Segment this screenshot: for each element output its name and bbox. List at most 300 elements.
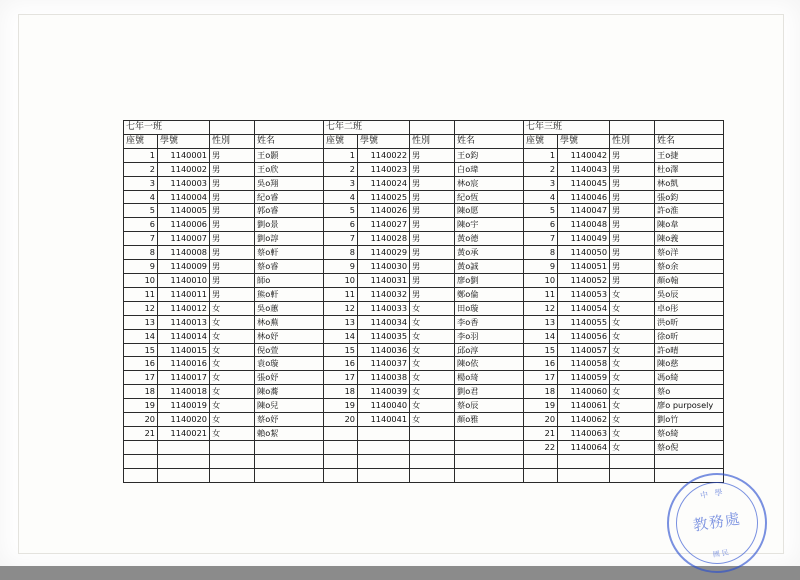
- seat-cell: 7: [324, 232, 358, 246]
- student-id-cell: 1140019: [158, 399, 210, 413]
- gender-cell: 女: [610, 301, 655, 315]
- student-id-cell: 1140046: [558, 190, 610, 204]
- name-cell: 蔡o軒: [255, 246, 324, 260]
- seat-cell: 21: [124, 426, 158, 440]
- table-row: [124, 329, 724, 343]
- student-id-cell: 1140040: [358, 399, 410, 413]
- student-id-cell: 1140024: [358, 176, 410, 190]
- table-row: [124, 426, 724, 440]
- seat-cell: 5: [524, 204, 558, 218]
- seat-cell: [524, 454, 558, 468]
- seat-cell: 16: [124, 357, 158, 371]
- gender-cell: 女: [410, 413, 455, 427]
- student-id-cell: 1140012: [158, 301, 210, 315]
- seat-cell: 6: [524, 218, 558, 232]
- name-cell: 吳o辰: [655, 287, 724, 301]
- name-cell: 顏o翰: [655, 273, 724, 287]
- seat-cell: 8: [524, 246, 558, 260]
- gender-cell: 男: [610, 176, 655, 190]
- seat-cell: 1: [124, 148, 158, 162]
- name-cell: 陳o蕎: [255, 385, 324, 399]
- class-header-spacer-2b: [455, 121, 524, 135]
- name-cell: [255, 440, 324, 454]
- name-cell: 陳o兒: [255, 399, 324, 413]
- student-id-cell: 1140005: [158, 204, 210, 218]
- seal-center-text: 教務處: [691, 509, 742, 535]
- student-id-cell: 1140062: [558, 413, 610, 427]
- name-cell: 蔡o余: [655, 260, 724, 274]
- student-id-cell: 1140058: [558, 357, 610, 371]
- gender-cell: 男: [410, 260, 455, 274]
- col-name-1: 姓名: [255, 134, 324, 148]
- student-id-cell: 1140047: [558, 204, 610, 218]
- gender-cell: 女: [410, 371, 455, 385]
- student-id-cell: 1140052: [558, 273, 610, 287]
- name-cell: 廖o purposely: [655, 399, 724, 413]
- gender-cell: 女: [610, 343, 655, 357]
- name-cell: 黃o誠: [455, 260, 524, 274]
- seat-cell: 2: [524, 162, 558, 176]
- name-cell: 紀o睿: [255, 190, 324, 204]
- student-id-cell: 1140033: [358, 301, 410, 315]
- student-id-cell: 1140055: [558, 315, 610, 329]
- seal-top-text: 中 學: [699, 487, 726, 501]
- gender-cell: [410, 426, 455, 440]
- seat-cell: 8: [124, 246, 158, 260]
- col-name-3: 姓名: [655, 134, 724, 148]
- gender-cell: 男: [210, 287, 255, 301]
- seat-cell: 8: [324, 246, 358, 260]
- name-cell: 洪o昕: [655, 315, 724, 329]
- student-id-cell: 1140031: [358, 273, 410, 287]
- name-cell: 黃o德: [455, 232, 524, 246]
- student-id-cell: 1140036: [358, 343, 410, 357]
- student-id-cell: 1140028: [358, 232, 410, 246]
- table-row: [124, 204, 724, 218]
- student-roster-table: [123, 120, 724, 483]
- student-id-cell: 1140049: [558, 232, 610, 246]
- gender-cell: 男: [410, 218, 455, 232]
- col-seat-3: 座號: [524, 134, 558, 148]
- student-id-cell: 1140050: [558, 246, 610, 260]
- name-cell: 李o香: [455, 315, 524, 329]
- gender-cell: 女: [410, 329, 455, 343]
- name-cell: 王o鈞: [455, 148, 524, 162]
- seat-cell: 19: [124, 399, 158, 413]
- col-id-1: 學號: [158, 134, 210, 148]
- gender-cell: 女: [610, 426, 655, 440]
- seat-cell: [324, 454, 358, 468]
- name-cell: [255, 454, 324, 468]
- student-id-cell: [158, 454, 210, 468]
- name-cell: [455, 468, 524, 482]
- gender-cell: 女: [410, 301, 455, 315]
- gender-cell: 男: [210, 232, 255, 246]
- table-row: [124, 315, 724, 329]
- student-id-cell: 1140043: [558, 162, 610, 176]
- student-id-cell: 1140059: [558, 371, 610, 385]
- student-id-cell: 1140010: [158, 273, 210, 287]
- seat-cell: 13: [124, 315, 158, 329]
- student-id-cell: 1140061: [558, 399, 610, 413]
- gender-cell: 女: [410, 343, 455, 357]
- gender-cell: 女: [210, 329, 255, 343]
- table-row: [124, 468, 724, 482]
- seat-cell: 9: [524, 260, 558, 274]
- student-id-cell: [158, 468, 210, 482]
- seat-cell: 17: [124, 371, 158, 385]
- name-cell: 林o宸: [455, 176, 524, 190]
- gender-cell: 男: [210, 162, 255, 176]
- gender-cell: [610, 468, 655, 482]
- gender-cell: 女: [410, 357, 455, 371]
- class-header-spacer-3b: [655, 121, 724, 135]
- student-id-cell: 1140020: [158, 413, 210, 427]
- scanned-sheet: [18, 14, 784, 559]
- student-id-cell: 1140057: [558, 343, 610, 357]
- student-id-cell: [558, 468, 610, 482]
- student-id-cell: 1140002: [158, 162, 210, 176]
- name-cell: 陳o依: [455, 357, 524, 371]
- gender-cell: 女: [610, 329, 655, 343]
- gender-cell: 男: [210, 204, 255, 218]
- student-id-cell: 1140039: [358, 385, 410, 399]
- name-cell: 楊o琦: [455, 371, 524, 385]
- seat-cell: [324, 440, 358, 454]
- gender-cell: 男: [410, 287, 455, 301]
- gender-cell: [410, 454, 455, 468]
- name-cell: 陳o宇: [455, 218, 524, 232]
- gender-cell: 男: [410, 246, 455, 260]
- student-id-cell: 1140027: [358, 218, 410, 232]
- seat-cell: [124, 468, 158, 482]
- seat-cell: 3: [124, 176, 158, 190]
- gender-cell: 男: [610, 204, 655, 218]
- gender-cell: 女: [610, 315, 655, 329]
- name-cell: 邱o淳: [455, 343, 524, 357]
- name-cell: 蔡o妤: [255, 413, 324, 427]
- name-cell: 師o: [255, 273, 324, 287]
- gender-cell: 女: [410, 315, 455, 329]
- student-id-cell: [558, 454, 610, 468]
- seat-cell: 10: [524, 273, 558, 287]
- seat-cell: 6: [124, 218, 158, 232]
- name-cell: [455, 440, 524, 454]
- seat-cell: 11: [524, 287, 558, 301]
- name-cell: 陳o慈: [655, 357, 724, 371]
- gender-cell: 女: [410, 399, 455, 413]
- gender-cell: 男: [210, 148, 255, 162]
- student-id-cell: 1140017: [158, 371, 210, 385]
- name-cell: 白o瑋: [455, 162, 524, 176]
- col-seat-1: 座號: [124, 134, 158, 148]
- col-id-3: 學號: [558, 134, 610, 148]
- student-id-cell: 1140016: [158, 357, 210, 371]
- name-cell: 顏o雅: [455, 413, 524, 427]
- student-id-cell: 1140051: [558, 260, 610, 274]
- student-id-cell: 1140042: [558, 148, 610, 162]
- name-cell: 徐o昕: [655, 329, 724, 343]
- gender-cell: 男: [410, 148, 455, 162]
- student-id-cell: [358, 440, 410, 454]
- student-id-cell: 1140025: [358, 190, 410, 204]
- seat-cell: [124, 440, 158, 454]
- student-id-cell: 1140041: [358, 413, 410, 427]
- gender-cell: [410, 468, 455, 482]
- seat-cell: 7: [524, 232, 558, 246]
- gender-cell: [610, 454, 655, 468]
- table-row: [124, 413, 724, 427]
- seat-cell: [324, 426, 358, 440]
- gender-cell: 男: [610, 232, 655, 246]
- seat-cell: 19: [524, 399, 558, 413]
- class-title-1: 七年一班: [124, 121, 210, 135]
- student-id-cell: 1140035: [358, 329, 410, 343]
- seat-cell: 20: [324, 413, 358, 427]
- col-seat-2: 座號: [324, 134, 358, 148]
- class-header-row: [124, 121, 724, 135]
- seat-cell: 3: [324, 176, 358, 190]
- name-cell: 蔡o辰: [455, 399, 524, 413]
- seat-cell: 16: [324, 357, 358, 371]
- gender-cell: 女: [410, 385, 455, 399]
- gender-cell: 男: [210, 246, 255, 260]
- student-id-cell: 1140011: [158, 287, 210, 301]
- gender-cell: 女: [210, 343, 255, 357]
- seat-cell: 1: [324, 148, 358, 162]
- table-row: [124, 399, 724, 413]
- name-cell: 蔡o睿: [255, 260, 324, 274]
- gender-cell: [210, 454, 255, 468]
- table-row: [124, 232, 724, 246]
- table-row: [124, 162, 724, 176]
- official-seal-stamp: [660, 466, 774, 580]
- student-id-cell: 1140023: [358, 162, 410, 176]
- name-cell: 張o鈞: [655, 190, 724, 204]
- name-cell: 郭o睿: [255, 204, 324, 218]
- student-id-cell: 1140063: [558, 426, 610, 440]
- table-row: [124, 287, 724, 301]
- seat-cell: 15: [324, 343, 358, 357]
- class-header-spacer-1b: [255, 121, 324, 135]
- table-row: [124, 246, 724, 260]
- gender-cell: 女: [610, 413, 655, 427]
- name-cell: 林o蕪: [255, 315, 324, 329]
- seat-cell: 2: [324, 162, 358, 176]
- gender-cell: 男: [610, 260, 655, 274]
- name-cell: 劉o景: [255, 218, 324, 232]
- gender-cell: 女: [210, 371, 255, 385]
- seat-cell: 6: [324, 218, 358, 232]
- name-cell: [255, 468, 324, 482]
- seat-cell: 17: [524, 371, 558, 385]
- student-id-cell: 1140001: [158, 148, 210, 162]
- gender-cell: [210, 440, 255, 454]
- seat-cell: 22: [524, 440, 558, 454]
- gender-cell: 男: [410, 176, 455, 190]
- gender-cell: [410, 440, 455, 454]
- name-cell: 陳o韋: [655, 218, 724, 232]
- seat-cell: 10: [324, 273, 358, 287]
- gender-cell: 男: [410, 232, 455, 246]
- table-row: [124, 357, 724, 371]
- name-cell: 吳o蕙: [255, 301, 324, 315]
- student-id-cell: 1140003: [158, 176, 210, 190]
- gender-cell: 男: [610, 148, 655, 162]
- student-id-cell: 1140053: [558, 287, 610, 301]
- name-cell: 黃o承: [455, 246, 524, 260]
- class-header-spacer-1a: [210, 121, 255, 135]
- name-cell: 劉o諄: [255, 232, 324, 246]
- table-row: [124, 218, 724, 232]
- seat-cell: [524, 468, 558, 482]
- name-cell: 倪o萱: [255, 343, 324, 357]
- name-cell: 劉o君: [455, 385, 524, 399]
- seat-cell: 4: [124, 190, 158, 204]
- table-row: [124, 440, 724, 454]
- class-title-3: 七年三班: [524, 121, 610, 135]
- name-cell: 杜o澤: [655, 162, 724, 176]
- gender-cell: 男: [610, 273, 655, 287]
- seat-cell: 1: [524, 148, 558, 162]
- seat-cell: 7: [124, 232, 158, 246]
- gender-cell: [210, 468, 255, 482]
- student-id-cell: 1140029: [358, 246, 410, 260]
- seat-cell: 10: [124, 273, 158, 287]
- gender-cell: 男: [410, 162, 455, 176]
- student-id-cell: [358, 454, 410, 468]
- student-id-cell: 1140006: [158, 218, 210, 232]
- gender-cell: 男: [210, 190, 255, 204]
- seat-cell: 11: [124, 287, 158, 301]
- gender-cell: 男: [610, 218, 655, 232]
- student-id-cell: 1140022: [358, 148, 410, 162]
- seat-cell: 11: [324, 287, 358, 301]
- name-cell: 陳o愿: [455, 204, 524, 218]
- student-id-cell: [358, 468, 410, 482]
- gender-cell: 女: [610, 385, 655, 399]
- seat-cell: 12: [524, 301, 558, 315]
- gender-cell: 男: [210, 218, 255, 232]
- name-cell: 紀o恆: [455, 190, 524, 204]
- name-cell: 陳o義: [655, 232, 724, 246]
- student-id-cell: 1140032: [358, 287, 410, 301]
- name-cell: 林o凱: [655, 176, 724, 190]
- student-id-cell: [158, 440, 210, 454]
- table-row: [124, 190, 724, 204]
- seat-cell: 18: [524, 385, 558, 399]
- col-name-2: 姓名: [455, 134, 524, 148]
- student-id-cell: 1140034: [358, 315, 410, 329]
- col-id-2: 學號: [358, 134, 410, 148]
- student-id-cell: 1140048: [558, 218, 610, 232]
- table-row: [124, 385, 724, 399]
- student-id-cell: 1140009: [158, 260, 210, 274]
- gender-cell: 女: [610, 371, 655, 385]
- seat-cell: 21: [524, 426, 558, 440]
- column-header-row: [124, 134, 724, 148]
- table-row: [124, 454, 724, 468]
- name-cell: 袁o璇: [255, 357, 324, 371]
- name-cell: [455, 454, 524, 468]
- name-cell: 蔡o洋: [655, 246, 724, 260]
- col-gender-2: 性別: [410, 134, 455, 148]
- col-gender-1: 性別: [210, 134, 255, 148]
- gender-cell: 女: [610, 440, 655, 454]
- student-id-cell: 1140008: [158, 246, 210, 260]
- name-cell: 蔡o綺: [655, 426, 724, 440]
- table-row: [124, 301, 724, 315]
- name-cell: 李o羽: [455, 329, 524, 343]
- seat-cell: 4: [524, 190, 558, 204]
- gender-cell: 女: [210, 301, 255, 315]
- name-cell: 熊o軒: [255, 287, 324, 301]
- gender-cell: 男: [410, 190, 455, 204]
- name-cell: 許o晴: [655, 343, 724, 357]
- roster-body: [124, 121, 724, 483]
- seat-cell: 9: [124, 260, 158, 274]
- gender-cell: 女: [610, 399, 655, 413]
- class-title-2: 七年二班: [324, 121, 410, 135]
- gender-cell: 男: [210, 176, 255, 190]
- seat-cell: 18: [324, 385, 358, 399]
- table-row: [124, 273, 724, 287]
- seat-cell: 12: [124, 301, 158, 315]
- gender-cell: 女: [210, 357, 255, 371]
- name-cell: 王o欣: [255, 162, 324, 176]
- seat-cell: 16: [524, 357, 558, 371]
- seat-cell: 4: [324, 190, 358, 204]
- seal-bottom-text: 國民: [712, 548, 732, 559]
- table-row: [124, 148, 724, 162]
- student-id-cell: 1140037: [358, 357, 410, 371]
- name-cell: 蔡o倪: [655, 440, 724, 454]
- student-id-cell: 1140045: [558, 176, 610, 190]
- student-id-cell: 1140026: [358, 204, 410, 218]
- table-row: [124, 260, 724, 274]
- student-id-cell: 1140015: [158, 343, 210, 357]
- gender-cell: 女: [210, 413, 255, 427]
- gender-cell: 女: [210, 315, 255, 329]
- name-cell: 廖o劉: [455, 273, 524, 287]
- seat-cell: 5: [124, 204, 158, 218]
- seat-cell: 18: [124, 385, 158, 399]
- seat-cell: [324, 468, 358, 482]
- name-cell: 吳o翔: [255, 176, 324, 190]
- class-header-spacer-2a: [410, 121, 455, 135]
- student-id-cell: 1140013: [158, 315, 210, 329]
- student-id-cell: 1140060: [558, 385, 610, 399]
- student-id-cell: 1140004: [158, 190, 210, 204]
- gender-cell: 女: [210, 385, 255, 399]
- gender-cell: 女: [210, 399, 255, 413]
- name-cell: 賴o絜: [255, 426, 324, 440]
- gender-cell: 女: [610, 287, 655, 301]
- name-cell: 許o淮: [655, 204, 724, 218]
- student-id-cell: 1140014: [158, 329, 210, 343]
- gender-cell: 男: [610, 190, 655, 204]
- student-id-cell: 1140038: [358, 371, 410, 385]
- gender-cell: 男: [610, 162, 655, 176]
- name-cell: 王o顥: [255, 148, 324, 162]
- name-cell: 劉o竹: [655, 413, 724, 427]
- name-cell: 王o捷: [655, 148, 724, 162]
- seat-cell: 12: [324, 301, 358, 315]
- seat-cell: 15: [524, 343, 558, 357]
- gender-cell: 女: [610, 357, 655, 371]
- student-id-cell: 1140021: [158, 426, 210, 440]
- student-id-cell: 1140030: [358, 260, 410, 274]
